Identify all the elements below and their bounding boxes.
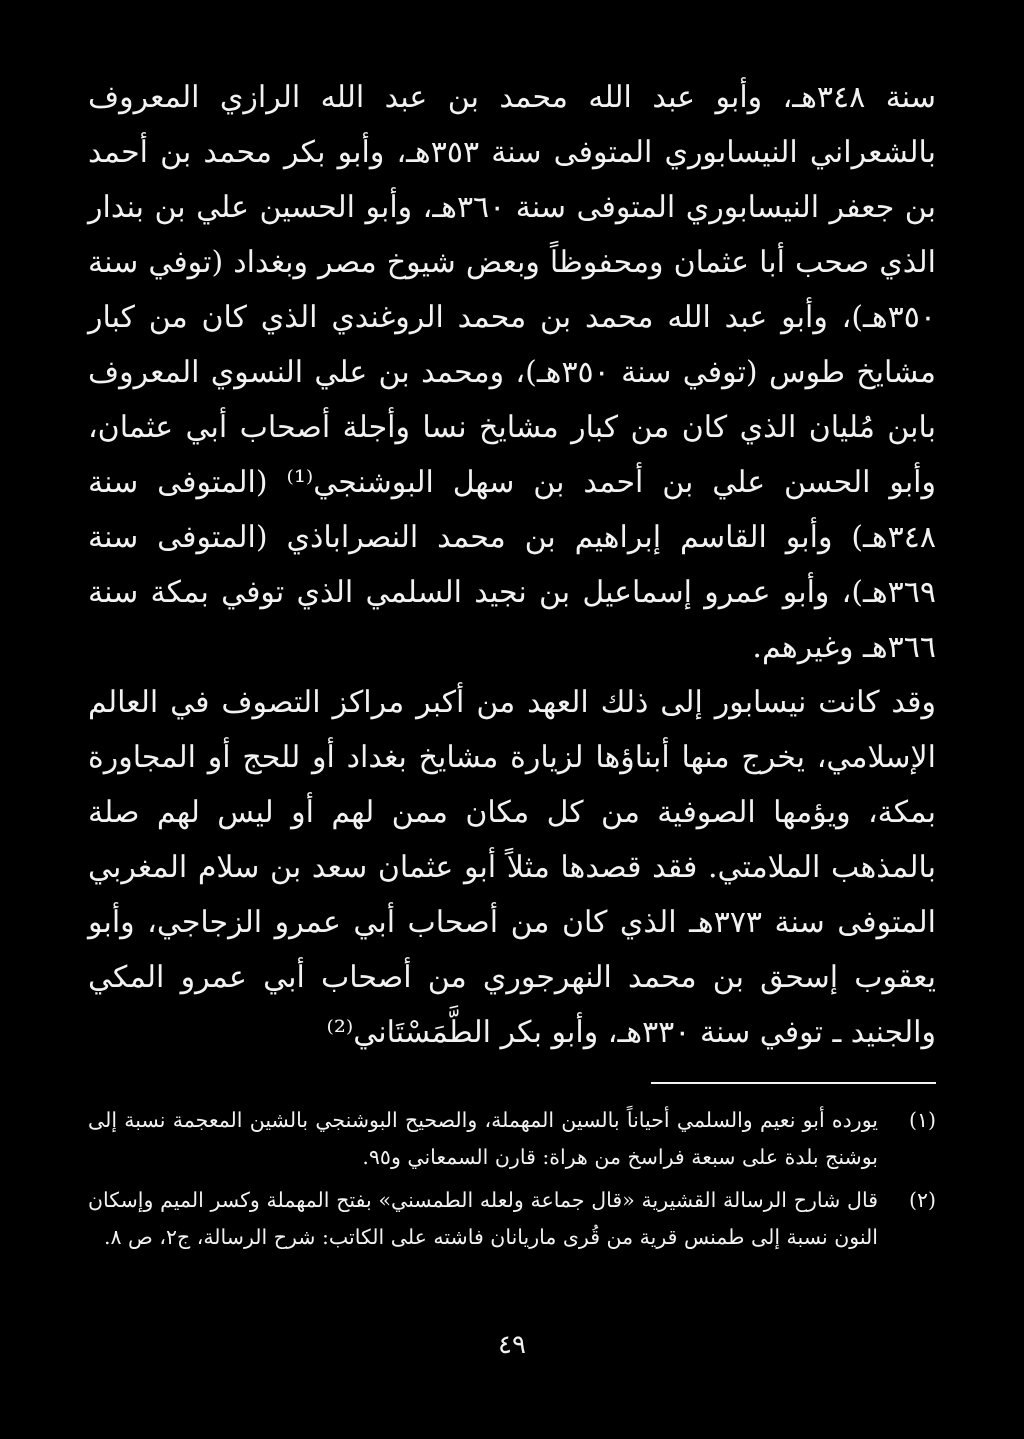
footnotes	[88, 1102, 936, 1256]
page	[88, 70, 936, 1262]
body-paragraph-1: سنة ٣٤٨هـ، وأبو عبد الله محمد بن عبد الله الرازي المعروف بالشعراني النيسابوري المتوفى سنة ٣٥٣هـ، وأبو بكر محمد بن أحمد بن جعفر النيسابوري المتوفى سنة ٣٦٠هـ، وأبو الحسين علي بن بندار الذي صحب أبا عثمان ومحفوظاً وبعض شيوخ مصر وبغداد (توفي سنة ٣٥٠هـ)، وأبو عبد الله محمد بن محمد الروغندي الذي كان من كبار مشايخ طوس (توفي سنة ٣٥٠هـ)، ومحمد بن علي النسوي المعروف بابن مُليان الذي كان من كبار مشايخ نسا وأجلة أصحاب أبي عثمان، وأبو الحسن علي بن أحمد بن سهل البوشنجي⁽¹⁾ (المتوفى سنة ٣٤٨هـ) وأبو القاسم إبراهيم بن محمد النصراباذي (المتوفى سنة ٣٦٩هـ)، وأبو عمرو إسماعيل بن نجيد السلمي الذي توفي بمكة سنة ٣٦٦هـ وغيرهم.	[88, 80, 937, 665]
footnote-1	[88, 1102, 936, 1176]
footnote-separator	[651, 1082, 936, 1084]
footnote-number: (١)	[908, 1108, 936, 1132]
footnote-2	[88, 1182, 936, 1256]
page-number: ٤٩	[498, 1330, 526, 1360]
body-paragraph-2: وقد كانت نيسابور إلى ذلك العهد من أكبر مراكز التصوف في العالم الإسلامي، يخرج منها أبناؤها لزيارة مشايخ بغداد أو للحج أو المجاورة بمكة، ويؤمها الصوفية من كل مكان ممن لهم أو ليس لهم صلة بالمذهب الملامتي. فقد قصدها مثلاً أبو عثمان سعد بن سلام المغربي المتوفى سنة ٣٧٣هـ الذي كان من أصحاب أبي عمرو الزجاجي، وأبو يعقوب إسحق بن محمد النهرجوري من أصحاب أبي عمرو المكي والجنيد ـ توفي سنة ٣٣٠هـ، وأبو بكر الطَّمَسْتَاني⁽²⁾	[88, 685, 937, 1050]
footnote-text: قال شارح الرسالة القشيرية «قال جماعة ولعله الطمسني» بفتح المهملة وكسر الميم وإسكان النون نسبة إلى طمنس قرية من قُرى ماريانان فاشته على الكاتب: شرح الرسالة، ج٢، ص ٨.	[88, 1188, 878, 1249]
main-text	[88, 70, 936, 1060]
footnote-text: يورده أبو نعيم والسلمي أحياناً بالسين المهملة، والصحيح البوشنجي بالشين المعجمة نسبة إلى بوشنج بلدة على سبعة فراسخ من هراة: قارن السمعاني و٩٥.	[88, 1108, 878, 1169]
footnote-number: (٢)	[908, 1188, 936, 1212]
